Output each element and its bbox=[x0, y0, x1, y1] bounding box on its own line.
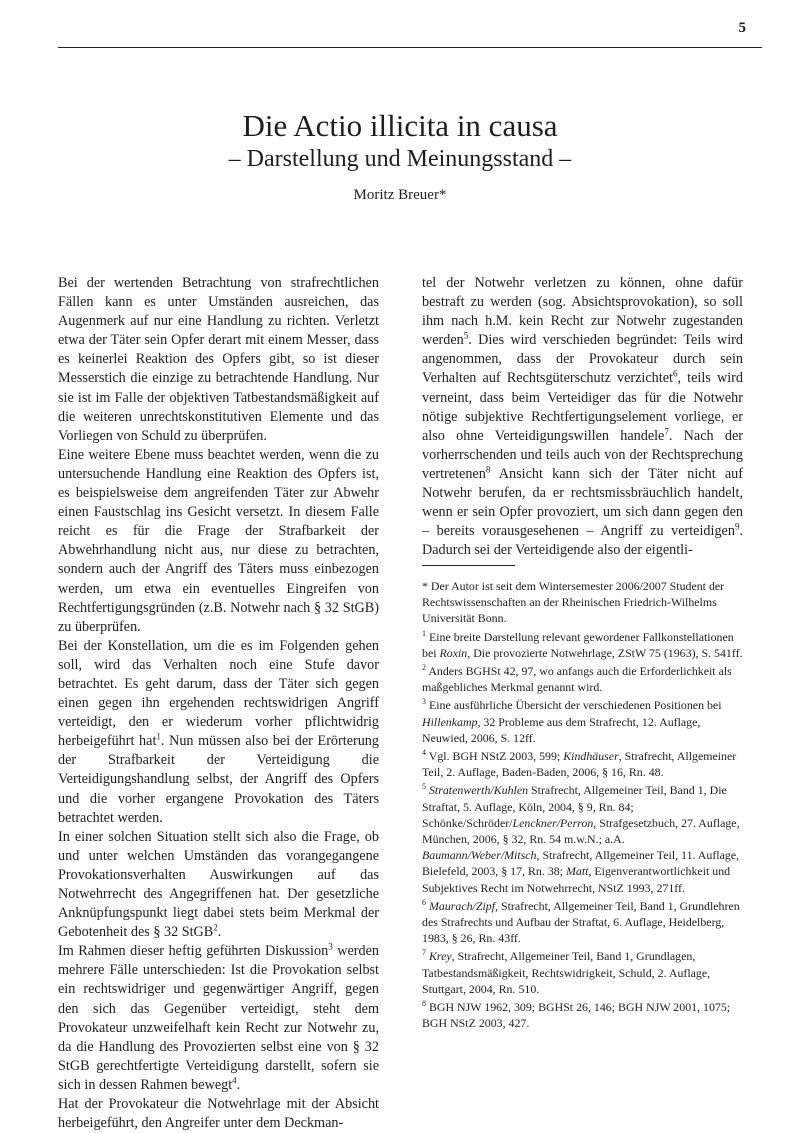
paragraph-text: Ansicht kann sich der Täter nicht auf Notwehr berufen, da er rechtsmissbräuchlich handelt, wenn er sein Opfer provoziert, um sich dann gegen den – bereits vorausgesehenen – Angriff zu verteidigen bbox=[422, 465, 743, 540]
paragraph-text: In einer solchen Situation stellt sich also die Frage, ob und unter welchen Umständen das vorangegangene Provokationsverhalten Auswirkungen auf das Notwehrrecht des Angegriffenen hat. Der gesetzliche Anknüpfungspunkt liegt dabei stets beim Merkmal der Gebotenheit des § 32 StGB bbox=[58, 828, 379, 941]
paragraph-text: . Nach der vorherrschenden und teils auch von der Rechtsprechung vertretenen bbox=[422, 427, 743, 482]
footnote-mark: 8 bbox=[422, 999, 426, 1009]
paragraph: Bei der wertenden Betrachtung von strafrechtlichen Fällen kann es unter Umständen ausreichen, das Augenmerk auf nur eine Handlung zu richten. Verletzt etwa der Täter sein Opfer derart mit einem Messer, dass es keinerlei Reaktion des Opfers gibt, so ist dieser Messerstich die einzige zu betrachtende Handlung. Nur sie ist im Falle der objektiven Tatbestandsmäßigkeit auf die weiteren unrechtskonstitutiven Elemente und das Vorliegen von Schuld zu überprüfen. bbox=[58, 275, 379, 444]
paragraph bbox=[58, 637, 379, 828]
footnote-author: Matt bbox=[566, 864, 589, 879]
footnote-text: , Strafgesetzbuch, 27. Auflage, München, 2006, § 32, Rn. 54 m.w.N.; a.A. bbox=[422, 815, 740, 847]
paragraph bbox=[422, 274, 743, 560]
footnote-ref: 5 bbox=[463, 330, 469, 341]
footnotes bbox=[422, 578, 744, 1033]
footnote-text: , Strafrecht, Allgemeiner Teil, Band 1, Grundlagen, Tatbestandsmäßigkeit, Rechtswidrigkeit, Schuld, 2. Auflage, Stuttgart, 2004, Rn. 510. bbox=[422, 949, 711, 996]
footnote-author: Hillenkamp bbox=[422, 714, 478, 729]
footnote-text: Strafrecht, Allgemeiner Teil, Band 1, Die Straftat, 5. Auflage, Köln, 2004, § 9, Rn. 84; Schönke/Schröder/ bbox=[422, 783, 727, 830]
footnote bbox=[422, 898, 744, 947]
footnote-author: Krey bbox=[426, 949, 452, 964]
paragraph bbox=[58, 942, 379, 1095]
paragraph: Eine weitere Ebene muss beachtet werden, wenn die zu untersuchende Handlung eine Reaktion des Opfers ist, es beispielsweise dem angreifenden Täter zur Abwehr einen Faustschlag ins Gesicht versetzt. In diesem Falle reicht es für die Frage der Strafbarkeit der Abwehrhandlung nicht aus, nur diese zu betrachten, sondern auch der Angriff des Täters muss einbezogen werden, um etwa ein eventuelles Eingreifen von Rechtfertigungsgründen (z.B. Notwehr nach § 32 StGB) zu überprüfen. bbox=[58, 446, 379, 635]
footnote-ref: 9 bbox=[734, 521, 740, 532]
paragraph-text: . bbox=[236, 1076, 241, 1093]
footnote-ref: 1 bbox=[156, 731, 161, 742]
footnote-text: Eine ausführliche Übersicht der verschiedenen Positionen bei bbox=[426, 698, 722, 713]
footnote-text: , 32 Probleme aus dem Strafrecht, 12. Auflage, Neuwied, 2006, S. 12ff. bbox=[422, 714, 701, 745]
footnote-ref: 2 bbox=[213, 922, 218, 933]
right-column bbox=[422, 274, 743, 560]
left-column bbox=[58, 274, 379, 1133]
footnote-text: Der Autor ist seit dem Wintersemester 2006/2007 Student der Rechtswissenschaften an der Rheinischen Friedrich-Wilhelms Universität Bonn. bbox=[422, 579, 725, 626]
footnote-rule bbox=[422, 565, 515, 566]
footnote-author: Baumann/Weber/Mitsch bbox=[422, 848, 537, 863]
paragraph-text: . Dadurch sei der Verteidigende also der eigentli- bbox=[422, 523, 743, 559]
footnote-text: BGH NJW 1962, 309; BGHSt 26, 146; BGH NJW 2001, 1075; BGH NStZ 2003, 427. bbox=[422, 1000, 731, 1031]
footnote-text: Eine breite Darstellung relevant gewordener Fallkonstellationen bei bbox=[422, 629, 734, 660]
footnote-mark: 1 bbox=[422, 628, 426, 638]
footnote-mark: 7 bbox=[422, 948, 426, 958]
footnote bbox=[422, 782, 744, 895]
paragraph-text: Bei der Konstellation, um die es im Folgenden gehen soll, wird das Verhalten noch eine Stufe davor betrachtet. Es geht darum, dass der Täter sich gegen einen gegen ihn ergehenden rechtswidrigen Angriff verteidigt, den er wiederum vorher pflichtwidrig herbeigeführt hat bbox=[58, 637, 379, 750]
footnote-author: Stratenwerth/Kuhlen bbox=[426, 783, 529, 798]
footnote-ref: 6 bbox=[672, 368, 678, 379]
paragraph-text: werden mehrere Fälle unterschieden: Ist die Provokation selbst ein rechtswidriger und gegenwärtiger Angriff, gegen den sich das Gegenüber verteidigt, steht dem Provokateur unzweifelhaft kein Recht zur Notwehr zu, da die Handlung des Provozierten selbst eine von § 32 StGB gerechtfertigte Verteidigung darstellt, sofern sie sich in dessen Rahmen bewegt bbox=[58, 943, 379, 1093]
footnote bbox=[422, 999, 744, 1031]
footnote-text: Anders BGHSt 42, 97, wo anfangs auch die Erforderlichkeit als maßgebliches Merkmal genannt wird. bbox=[422, 664, 732, 695]
footnote-text: Vgl. BGH NStZ 2003, 599; bbox=[426, 749, 564, 764]
footnote-ref: 8 bbox=[485, 464, 491, 475]
footnote-text: , Die provozierte Notwehrlage, ZStW 75 (1963), S. 541ff. bbox=[467, 645, 743, 660]
footnote-ref: 4 bbox=[232, 1075, 237, 1086]
footnote-mark: * bbox=[422, 579, 428, 593]
article-title: Die Actio illicita in causa bbox=[242, 108, 558, 143]
footnote bbox=[422, 748, 744, 780]
paragraph bbox=[58, 828, 379, 943]
footnote bbox=[422, 948, 744, 997]
footnote-text: , Eigenverantwortlichkeit und Subjektives Recht im Notwehrrecht, NStZ 1993, 271ff. bbox=[422, 864, 731, 895]
paragraph-text: . Dies wird verschieden begründet: Teils wird angenommen, dass der Provokateur durch sein Verhalten auf Rechtsgüterschutz verzichtet bbox=[422, 332, 743, 387]
footnote bbox=[422, 697, 744, 746]
page-number: 5 bbox=[738, 20, 746, 36]
footnote-author: Lenckner/Perron bbox=[512, 815, 594, 830]
paragraph-text: . Nun müssen also bei der Erörterung der Strafbarkeit der Verteidigung die Verteidigungshandlung selbst, der Angriff des Opfers und die vorher ergangene Provokation des Täters betrachtet werden. bbox=[58, 733, 379, 826]
footnote bbox=[422, 629, 744, 661]
article-subtitle: – Darstellung und Meinungsstand – bbox=[228, 146, 572, 172]
footnote-ref: 3 bbox=[328, 941, 333, 952]
article-author: Moritz Breuer* bbox=[353, 187, 447, 203]
footnote-text: , Strafrecht, Allgemeiner Teil, 2. Auflage, Baden-Baden, 2006, § 16, Rn. 48. bbox=[422, 749, 737, 780]
footnote bbox=[422, 578, 744, 627]
footnote-author: Roxin bbox=[439, 645, 468, 660]
footnote-mark: 3 bbox=[422, 697, 426, 707]
footnote-text: , Strafrecht, Allgemeiner Teil, Band 1, Grundlehren des Strafrechts und Aufbau der Straftat, 6. Auflage, Heidelberg, 1983, § 26, Rn. 43ff. bbox=[422, 898, 740, 946]
paragraph-text: Im Rahmen dieser heftig geführten Diskussion bbox=[58, 943, 329, 960]
footnote-mark: 2 bbox=[422, 663, 426, 673]
paragraph-text: tel der Notwehr verletzen zu können, ohne dafür bestraft zu werden (sog. Absichtsprovokation), so soll ihm nach h.M. kein Recht zur Notwehr zugestanden werden bbox=[422, 275, 743, 349]
footnote-author: Kindhäuser bbox=[563, 749, 619, 764]
footnote-mark: 5 bbox=[422, 782, 426, 792]
header-rule bbox=[58, 47, 762, 48]
footnote-ref: 7 bbox=[664, 426, 669, 437]
footnote-text: , Strafrecht, Allgemeiner Teil, 11. Auflage, Bielefeld, 2003, § 17, Rn. 38; bbox=[422, 848, 740, 879]
footnote-author: Maurach/Zipf bbox=[426, 898, 496, 913]
footnote-mark: 4 bbox=[422, 748, 426, 758]
footnote-mark: 6 bbox=[422, 897, 426, 907]
paragraph-text: . bbox=[217, 924, 222, 941]
paragraph: Hat der Provokateur die Notwehrlage mit der Absicht herbeigeführt, den Angreifer unter dem Deckman- bbox=[58, 1096, 379, 1132]
paragraph-text: , teils wird verneint, dass beim Verteidiger das für die Notwehr nötige subjektive Rechtfertigungselement vorliege, er also ohne Verteidigungswillen handele bbox=[422, 370, 743, 444]
footnote bbox=[422, 663, 744, 695]
